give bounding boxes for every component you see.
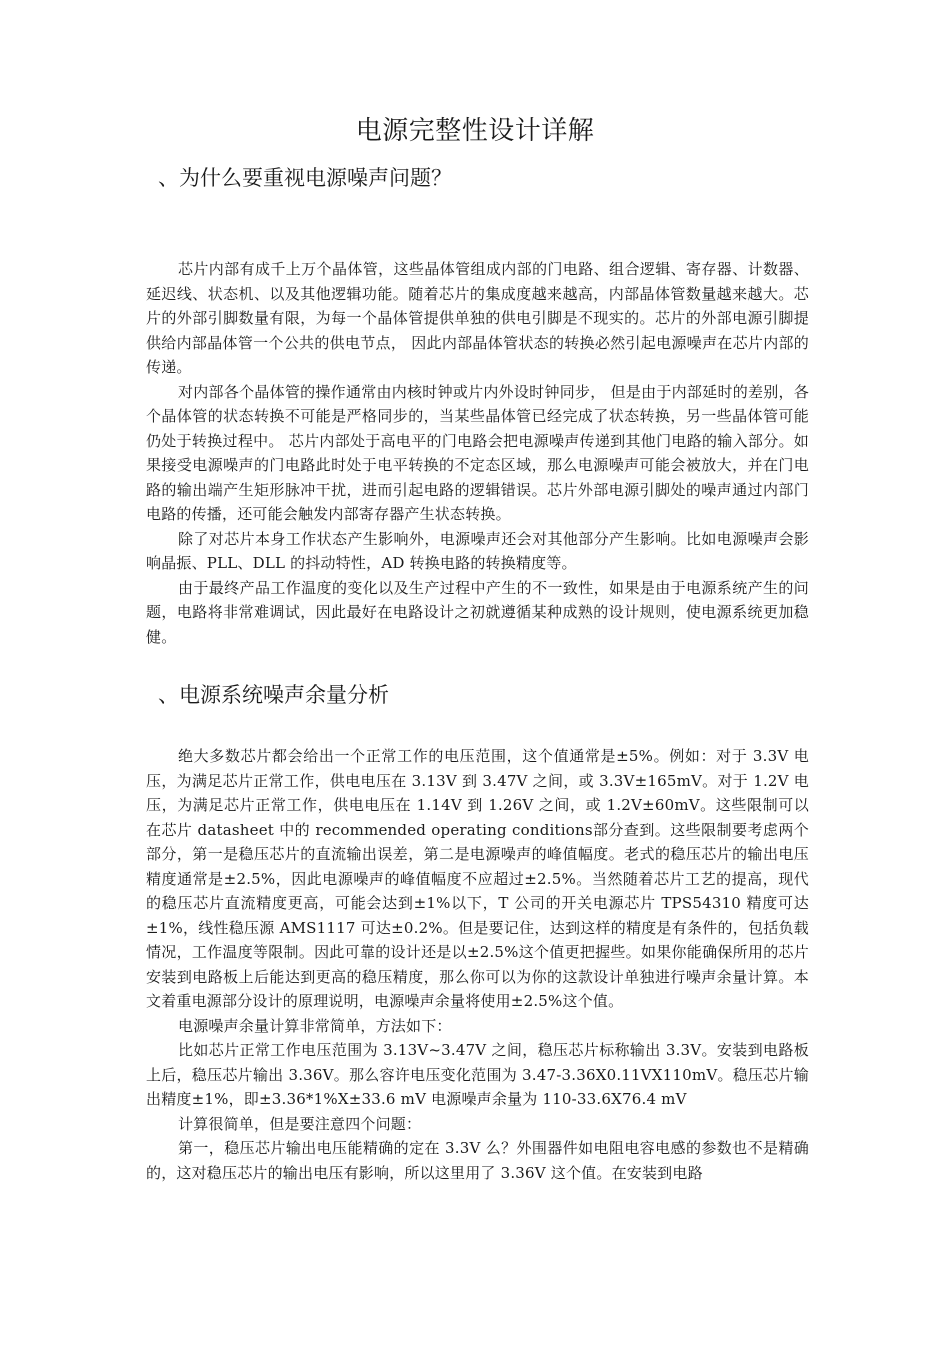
section-body-noise-importance	[146, 257, 809, 649]
paragraph: 计算很简单，但是要注意四个问题：	[178, 1114, 422, 1133]
paragraph: 第一，稳压芯片输出电压能精确的定在 3.3V 么？外围器件如电阻电容电感的参数也不是精确的，这对稳压芯片的输出电压有影响，所以这里用了 3.36V 这个值。在安装到电路	[146, 1139, 809, 1182]
document-title: 电源完整性设计详解	[355, 116, 595, 146]
paragraph: 对内部各个晶体管的操作通常由内核时钟或片内外设时钟同步， 但是由于内部延时的差别，各个晶体管的状态转换不可能是严格同步的，当某些晶体管已经完成了状态转换，另一些晶体管可能仍处于转换过程中。 芯片内部处于高电平的门电路会把电源噪声传递到其他门电路的输入部分。如果接受电源噪声的门电路此时处于电平转换的不定态区域，那么电源噪声可能会被放大，并在门电路的输出端产生矩形脉冲干扰，进而引起电路的逻辑错误。芯片外部电源引脚处的噪声通过内部门电路的传播，还可能会触发内部寄存器产生状态转换。	[146, 382, 809, 523]
paragraph: 绝大多数芯片都会给出一个正常工作的电压范围，这个值通常是±5%。例如：对于 3.3V 电压，为满足芯片正常工作，供电电压在 3.13V 到 3.47V 之间，或 3.3V±165mV。对于 1.2V 电压，为满足芯片正常工作，供电电压在 1.14V 到 1.26V 之间，或 1.2V±60mV。这些限制可以在芯片 datasheet 中的 recommended operating conditions部分查到。这些限制要考虑两个部分，第一是稳压芯片的直流输出误差，第二是电源噪声的峰值幅度。老式的稳压芯片的输出电压精度通常是±2.5%，因此电源噪声的峰值幅度不应超过±2.5%。当然随着芯片工艺的提高，现代的稳压芯片直流精度更高，可能会达到±1%以下，T 公司的开关电源芯片 TPS54310 精度可达±1%，线性稳压源 AMS1117 可达±0.2%。但是要记住，达到这样的精度是有条件的，包括负载情况，工作温度等限制。因此可靠的设计还是以±2.5%这个值更把握些。如果你能确保所用的芯片安装到电路板上后能达到更高的稳压精度，那么你可以为你的这款设计单独进行噪声余量计算。本文着重电源部分设计的原理说明，电源噪声余量将使用±2.5%这个值。	[146, 747, 809, 1010]
section-body-noise-margin	[146, 744, 809, 1185]
paragraph: 电源噪声余量计算非常简单，方法如下：	[178, 1016, 452, 1035]
paragraph: 由于最终产品工作温度的变化以及生产过程中产生的不一致性，如果是由于电源系统产生的问题，电路将非常难调试，因此最好在电路设计之初就遵循某种成熟的设计规则，使电源系统更加稳健。	[146, 578, 809, 646]
section-heading-noise-importance: 、为什么要重视电源噪声问题？	[158, 166, 452, 190]
paragraph: 比如芯片正常工作电压范围为 3.13V~3.47V 之间，稳压芯片标称输出 3.3V。安装到电路板上后，稳压芯片输出 3.36V。那么容许电压变化范围为 3.47-3.36X0.11VX110mV。稳压芯片输出精度±1%，即±3.36*1%X±33.6 mV 电源噪声余量为 110-33.6X76.4 mV	[146, 1041, 809, 1108]
paragraph: 除了对芯片本身工作状态产生影响外，电源噪声还会对其他部分产生影响。比如电源噪声会影响晶振、PLL、DLL 的抖动特性，AD 转换电路的转换精度等。	[146, 529, 809, 572]
paragraph: 芯片内部有成千上万个晶体管，这些晶体管组成内部的门电路、组合逻辑、寄存器、计数器、延迟线、状态机、以及其他逻辑功能。随着芯片的集成度越来越高，内部晶体管数量越来越大。芯片的外部引脚数量有限，为每一个晶体管提供单独的供电引脚是不现实的。芯片的外部电源引脚提供给内部晶体管一个公共的供电节点， 因此内部晶体管状态的转换必然引起电源噪声在芯片内部的传递。	[146, 260, 809, 376]
section-heading-noise-margin: 、电源系统噪声余量分析	[158, 683, 389, 707]
